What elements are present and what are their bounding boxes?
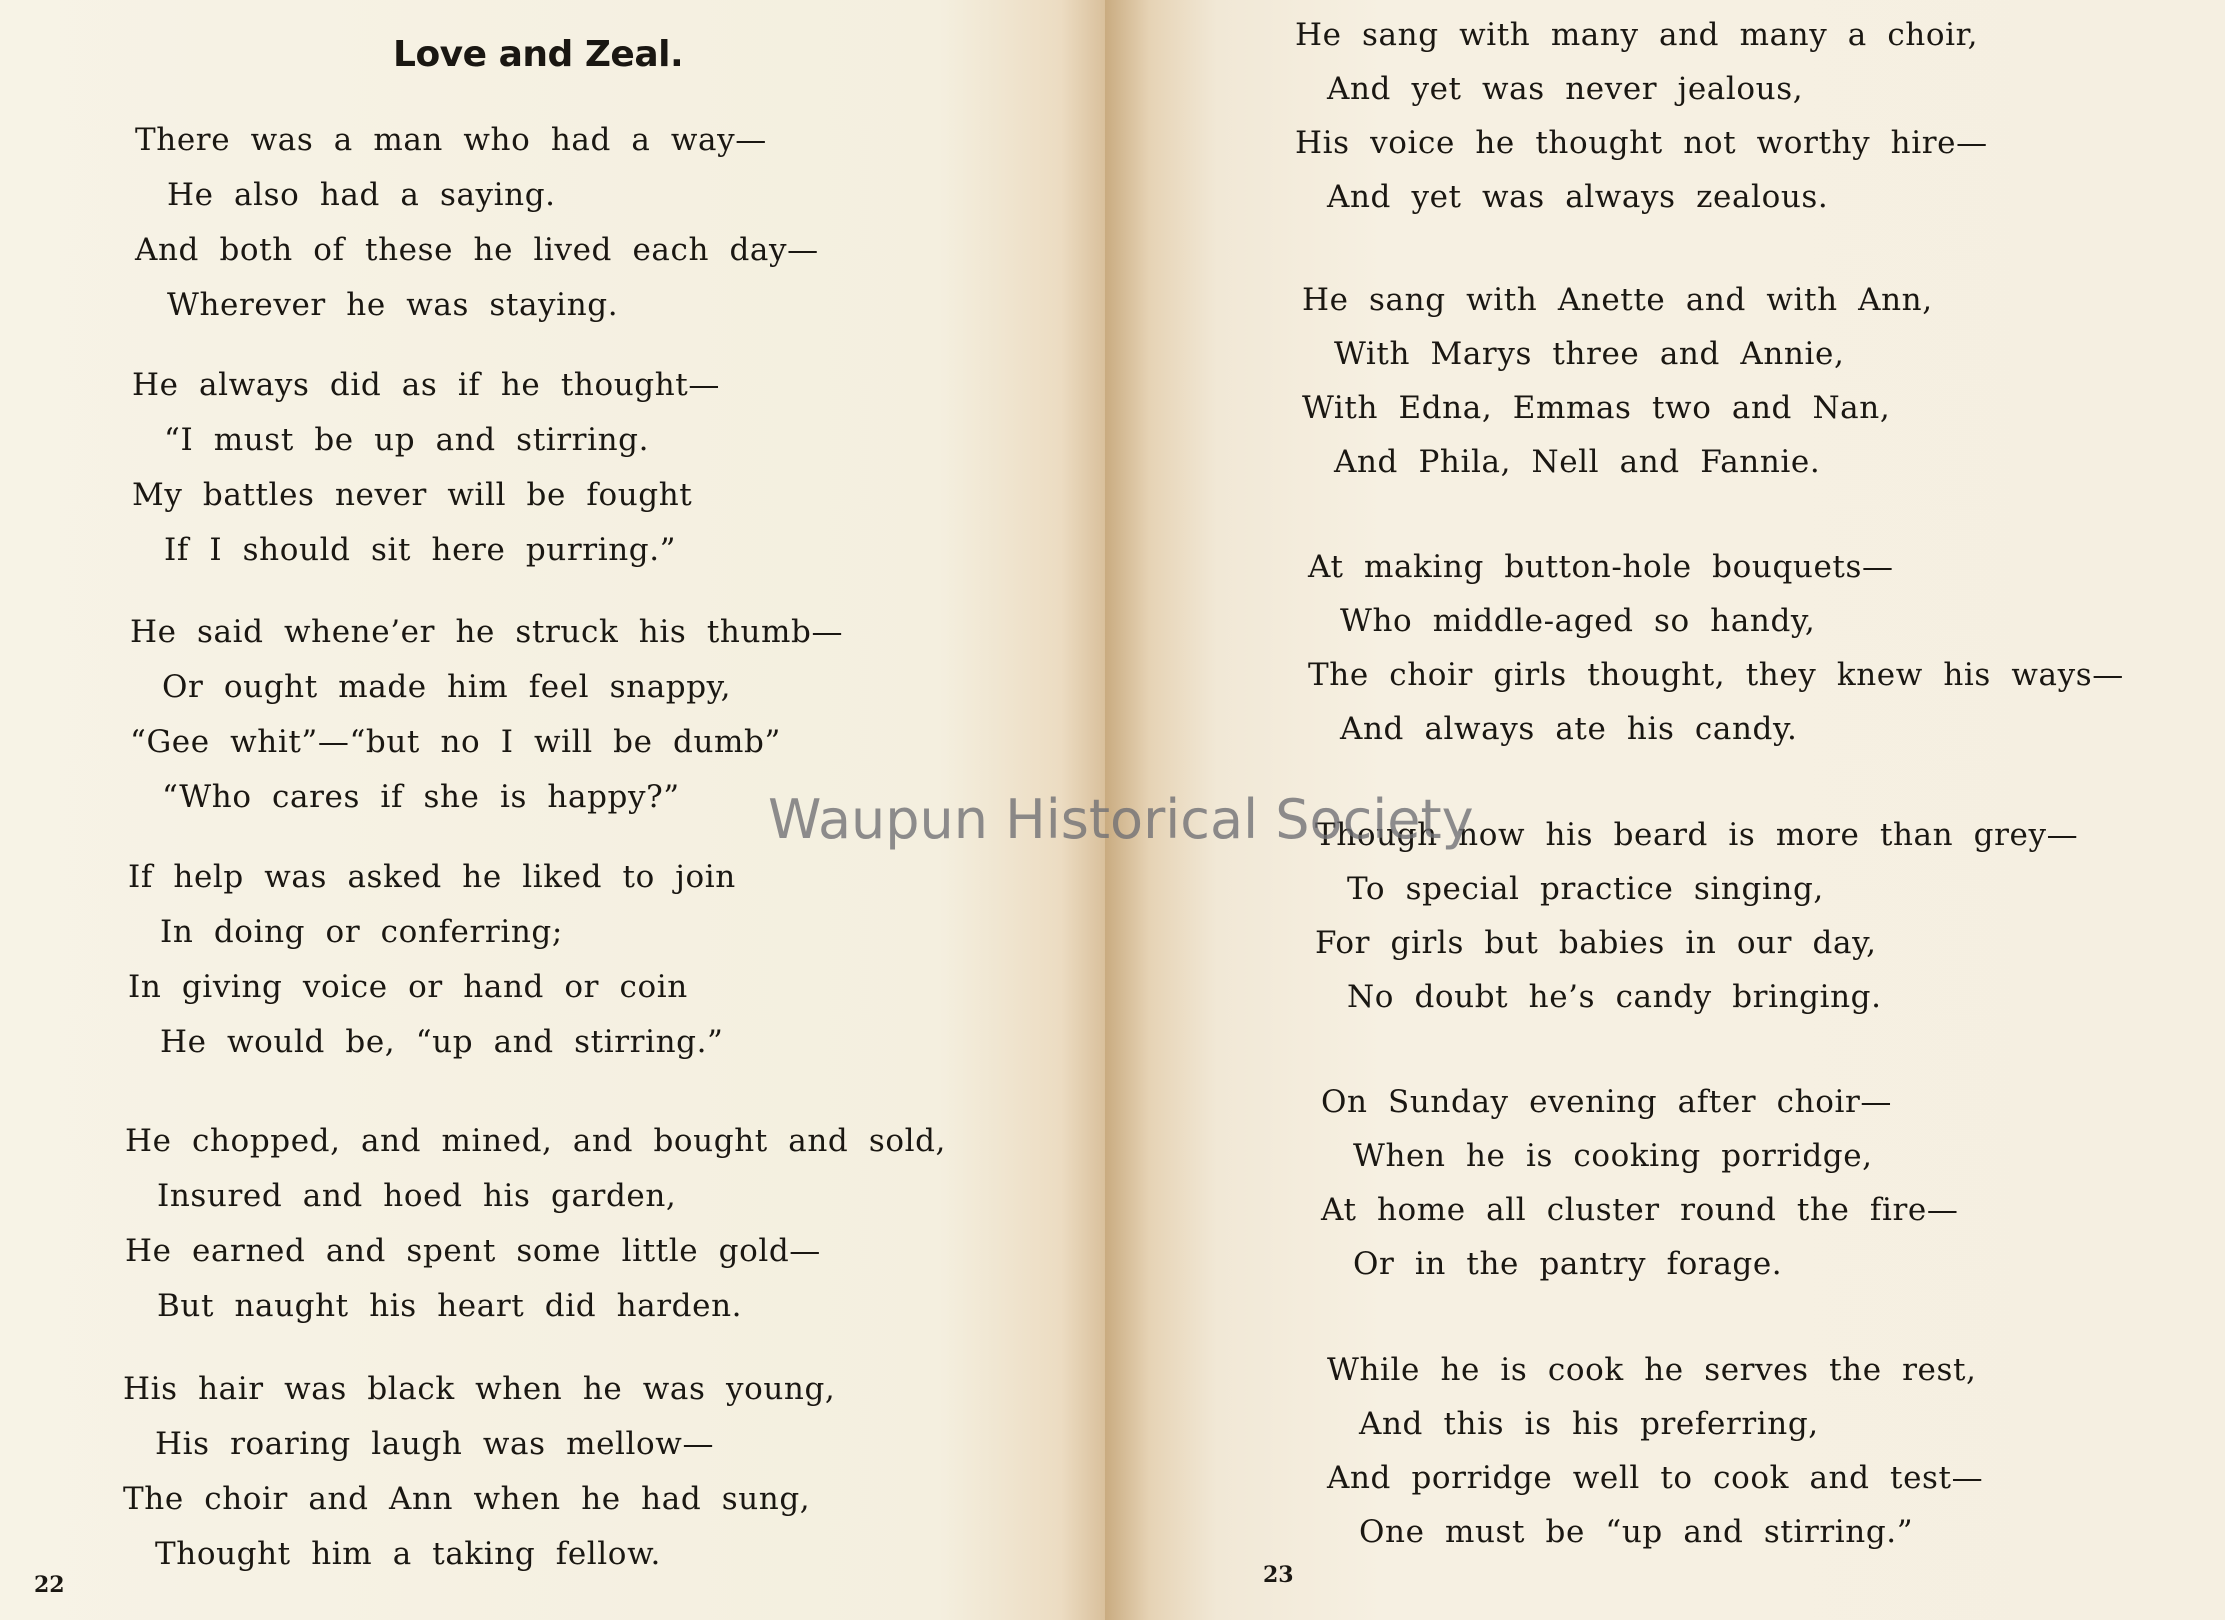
poem-line: And Phila, Nell and Fannie.	[1334, 444, 1821, 480]
poem-line: Thought him a taking fellow.	[155, 1536, 661, 1572]
poem-line: And porridge well to cook and test—	[1327, 1460, 1984, 1496]
stanza	[135, 113, 819, 333]
poem-line: While he is cook he serves the rest,	[1327, 1352, 1977, 1388]
poem-line: There was a man who had a way—	[135, 122, 767, 158]
stanza	[1308, 540, 2124, 756]
poem-line: My battles never will be fought	[132, 477, 693, 513]
poem-line: When he is cooking porridge,	[1353, 1138, 1873, 1174]
poem-line: “Gee whit”—“but no I will be dumb”	[130, 724, 781, 760]
poem-line: The choir and Ann when he had sung,	[123, 1481, 811, 1517]
poem-line: On Sunday evening after choir—	[1321, 1084, 1892, 1120]
stanza	[1295, 8, 1988, 224]
poem-line: His voice he thought not worthy hire—	[1295, 125, 1988, 161]
poem-line: Though now his beard is more than grey—	[1315, 817, 2079, 853]
page-number-left: 22	[34, 1572, 65, 1598]
poem-line: And both of these he lived each day—	[135, 232, 819, 268]
poem-line: He always did as if he thought—	[132, 367, 720, 403]
poem-line: Wherever he was staying.	[167, 287, 619, 323]
poem-line: “I must be up and stirring.	[164, 422, 650, 458]
poem-line: With Edna, Emmas two and Nan,	[1302, 390, 1891, 426]
poem-line: At home all cluster round the fire—	[1321, 1192, 1959, 1228]
poem-line: And always ate his candy.	[1340, 711, 1798, 747]
poem-line: He said whene’er he struck his thumb—	[130, 614, 844, 650]
poem-line: Who middle-aged so handy,	[1340, 603, 1816, 639]
poem-line: In giving voice or hand or coin	[128, 969, 688, 1005]
poem-line: At making button-hole bouquets—	[1308, 549, 1894, 585]
watermark: Waupun Historical Society	[768, 788, 1474, 851]
poem-line: He sang with Anette and with Ann,	[1302, 282, 1933, 318]
poem-line: The choir girls thought, they knew his ways—	[1308, 657, 2124, 693]
stanza	[128, 850, 736, 1070]
stanza	[132, 358, 720, 578]
poem-line: If help was asked he liked to join	[128, 859, 736, 895]
stanza	[1302, 273, 1933, 489]
poem-line: He earned and spent some little gold—	[125, 1233, 821, 1269]
stanza	[1327, 1343, 1983, 1559]
poem-line: He also had a saying.	[167, 177, 556, 213]
poem-line: His roaring laugh was mellow—	[155, 1426, 715, 1462]
poem-line: Insured and hoed his garden,	[157, 1178, 677, 1214]
poem-line: One must be “up and stirring.”	[1359, 1514, 1914, 1550]
poem-line: “Who cares if she is happy?”	[162, 779, 680, 815]
poem-line: With Marys three and Annie,	[1334, 336, 1845, 372]
poem-line: If I should sit here purring.”	[164, 532, 677, 568]
poem-title: Love and Zeal.	[393, 34, 684, 75]
poem-line: He sang with many and many a choir,	[1295, 17, 1979, 53]
stanza	[1321, 1075, 1958, 1291]
poem-line: No doubt he’s candy bringing.	[1347, 979, 1882, 1015]
poem-line: His hair was black when he was young,	[123, 1371, 836, 1407]
poem-line: He chopped, and mined, and bought and sold,	[125, 1123, 946, 1159]
stanza	[125, 1114, 946, 1334]
poem-line: He would be, “up and stirring.”	[160, 1024, 724, 1060]
poem-line: To special practice singing,	[1347, 871, 1824, 907]
page-number-right: 23	[1263, 1562, 1294, 1588]
stanza	[130, 605, 843, 825]
stanza	[123, 1362, 835, 1582]
poem-line: Or ought made him feel snappy,	[162, 669, 732, 705]
poem-line: And yet was never jealous,	[1327, 71, 1804, 107]
poem-line: But naught his heart did harden.	[157, 1288, 743, 1324]
poem-line: And this is his preferring,	[1359, 1406, 1819, 1442]
poem-line: And yet was always zealous.	[1327, 179, 1829, 215]
poem-line: Or in the pantry forage.	[1353, 1246, 1783, 1282]
poem-line: For girls but babies in our day,	[1315, 925, 1877, 961]
poem-line: In doing or conferring;	[160, 914, 563, 950]
